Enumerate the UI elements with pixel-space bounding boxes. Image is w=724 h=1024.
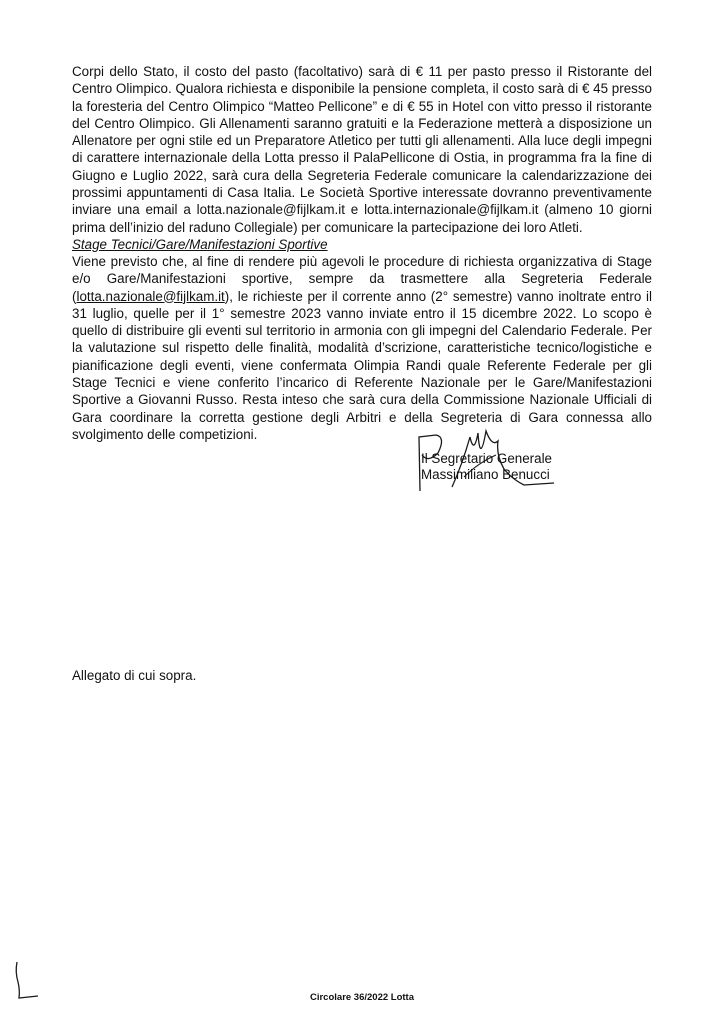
signature-block — [404, 425, 564, 495]
page-footer: Circolare 36/2022 Lotta — [309, 992, 415, 1003]
paragraph-text-before-link: Viene previsto che, al fine di rendere più agevoli le procedure di richiesta organizzativa di Stage e/o Gare/Manifestazioni sportive, sempre da trasmettere alla Segreteria Federale ( — [72, 254, 652, 304]
body-paragraph-2 — [72, 253, 652, 443]
attachment-note: Allegato di cui sopra. — [72, 668, 197, 683]
signatory-name: Massimiliano Benucci — [421, 467, 550, 482]
email-link[interactable]: lotta.nazionale@fijlkam.it — [76, 288, 225, 304]
signatory-title: Il Segretario Generale — [421, 451, 553, 466]
paragraph-text-after-link: ), le richieste per il corrente anno (2° semestre) vanno inoltrate entro il 31 luglio, quelle per il 1° semestre 2023 vanno inviate entro il 15 dicembre 2022. Lo scopo è quello di distribuire gli eventi sul territorio in armonia con gli impegni del Calendario Federale. Per la valutazione sul rispetto delle finalità, modalità d’scrizione, caratteristiche tecnico/logistiche e pianificazione degli eventi, viene confermata Olimpia Randi quale Referente Federale per gli Stage Tecnici e viene conferito l’incarico di Referente Nazionale per le Gare/Manifestazioni Sportive a Giovanni Russo. Resta inteso che sarà cura della Commissione Nazionale Ufficiali di Gara coordinare la corretta gestione degli Arbitri e della Segreteria di Gara connessa allo svolgimento delle competizioni. — [72, 288, 652, 442]
section-heading: Stage Tecnici/Gare/Manifestazioni Sportive — [72, 237, 328, 252]
body-paragraph-1: Corpi dello Stato, il costo del pasto (facoltativo) sarà di € 11 per pasto presso il Ristorante del Centro Olimpico. Qualora richiesta e disponibile la pensione completa, il costo sarà di € 45 presso la foresteria del Centro Olimpico “Matteo Pellicone” e di € 55 in Hotel con vitto presso il ristorante del Centro Olimpico. Gli Allenamenti saranno gratuiti e la Federazione metterà a disposizione un Allenatore per ogni stile ed un Preparatore Atletico per tutti gli allenamenti. Alla luce degli impegni di carattere internazionale della Lotta presso il PalaPellicone di Ostia, in programma fra la fine di Giugno e Luglio 2022, sarà cura della Segreteria Federale comunicare la calendarizzazione dei prossimi appuntamenti di Casa Italia. Le Società Sportive interessate dovranno preventivamente inviare una email a lotta.nazionale@fijlkam.it e lotta.internazionale@fijlkam.it (almeno 10 giorni prima dell’inizio del raduno Collegiale) per comunicare la partecipazione dei loro Atleti. — [72, 64, 652, 235]
